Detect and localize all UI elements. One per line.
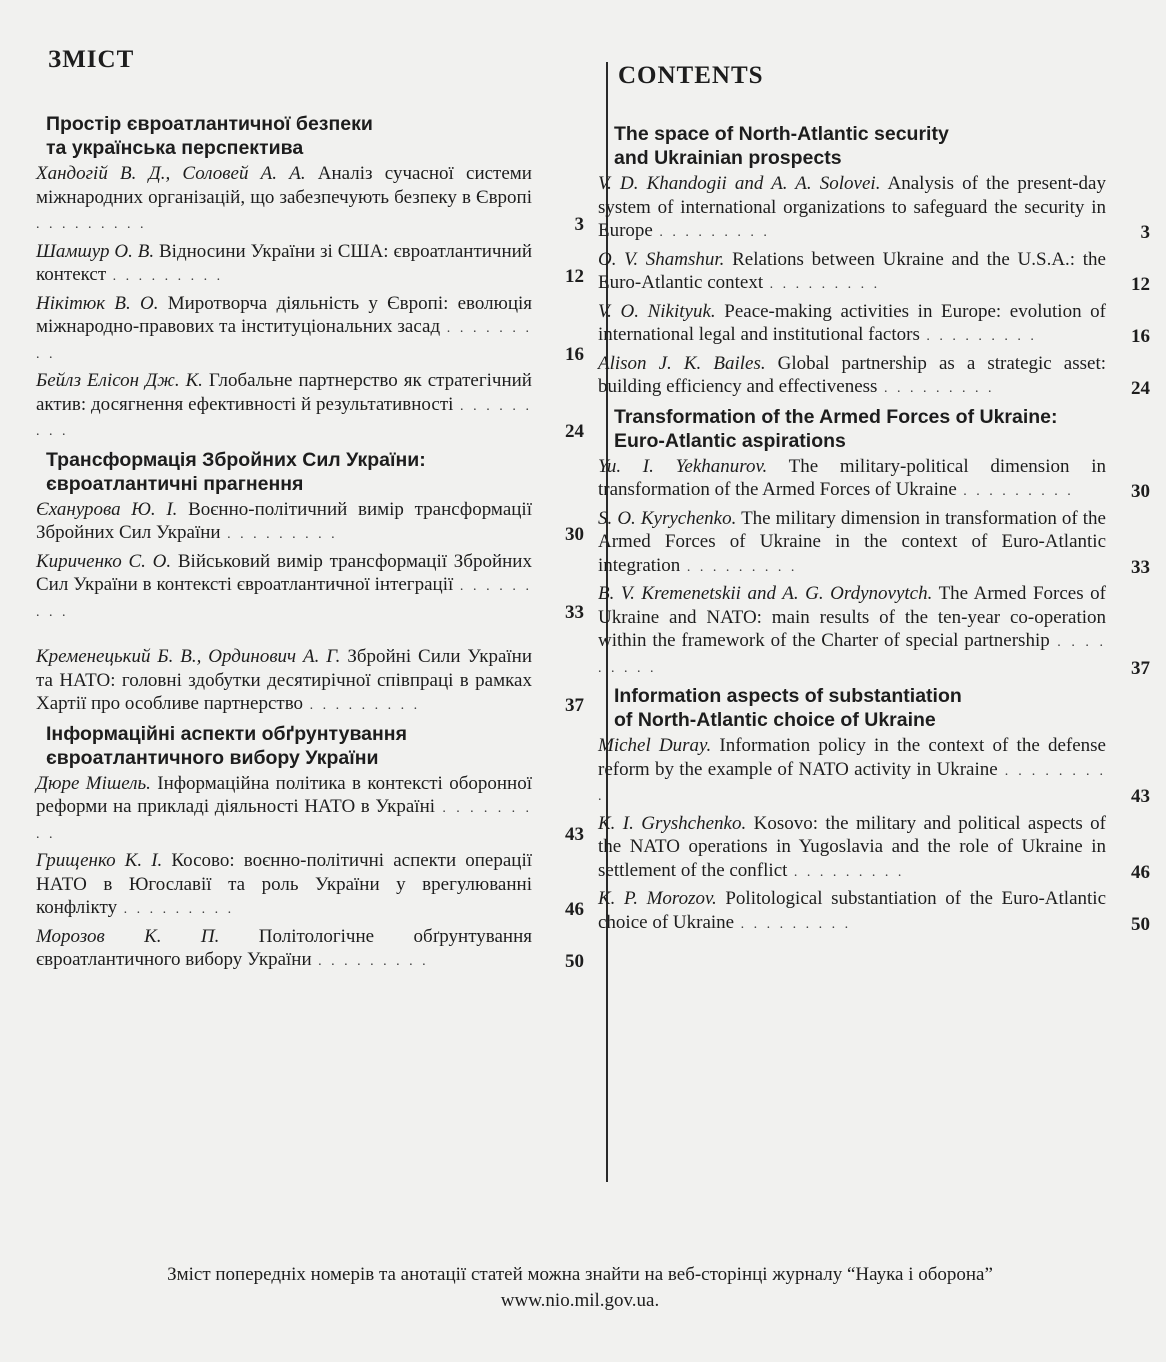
footer-url[interactable]: www.nio.mil.gov.ua. [500, 1290, 660, 1311]
page-number: 37 [1131, 657, 1150, 679]
toc-entry[interactable] [598, 887, 1150, 936]
entry-text [598, 300, 1106, 349]
page-title-english: CONTENTS [618, 62, 764, 89]
entry-authors: Хандогій В. Д., Соловей А. А. [36, 163, 306, 184]
dot-leader: . . . . . . . . . [598, 635, 1107, 676]
entry-title: Analysis of the present-day system of international organizations to safeguard the security in Europe [598, 173, 1106, 241]
entry-text [36, 369, 540, 444]
page-number: 50 [565, 951, 584, 972]
entry-authors: K. I. Gryshchenko. [598, 812, 747, 834]
entry-authors: K. P. Morozov. [598, 888, 717, 909]
footer-text: Зміст попередніх номерів та анотації статей можна знайти на веб-сторінці журналу “Наука і оборона” [167, 1264, 993, 1285]
dot-leader: . . . . . . . . . [220, 527, 338, 542]
toc-entry[interactable] [598, 507, 1150, 580]
entry-authors: Michel Duray. [598, 735, 712, 756]
toc-entry[interactable] [598, 352, 1150, 401]
toc-section [598, 405, 1150, 681]
dot-leader: . . . . . . . . . [680, 559, 798, 575]
page-number: 33 [565, 601, 584, 623]
toc-section [598, 122, 1150, 401]
entry-title: Kosovo: the military and political aspects of the NATO operations in Yugoslavia and the role of Ukraine in settlement of the conflict [598, 812, 1106, 881]
page-number: 33 [1131, 556, 1150, 578]
dot-leader: . . . . . . . . . [36, 801, 532, 842]
page-number: 30 [565, 524, 584, 545]
page-number: 50 [1131, 913, 1150, 935]
entry-authors: Бейлз Елісон Дж. К. [36, 370, 203, 391]
entry-title: The Armed Forces of Ukraine and NATO: main results of the ten-year co-operation within the framework of the Charter of special partnership [598, 583, 1107, 651]
dot-leader: . . . . . . . . . [36, 398, 532, 439]
entry-title: Відносини України зі США: євроатлантичний контекст [36, 240, 532, 285]
entry-text [598, 172, 1106, 245]
page-number: 3 [574, 214, 584, 235]
entry-title: Peace-making activities in Europe: evolution of international legal and institutional factors [598, 300, 1107, 345]
page-number: 43 [565, 823, 584, 845]
page-number: 46 [1131, 861, 1150, 883]
dot-leader: . . . . . . . . . [311, 954, 429, 969]
page-number: 16 [1131, 326, 1150, 347]
entry-text [598, 455, 1106, 504]
page-number: 16 [565, 343, 584, 365]
entry-authors: Морозов К. П. [36, 925, 220, 947]
dot-leader: . . . . . . . . . [106, 269, 224, 284]
toc-section [598, 684, 1150, 936]
toc-entry[interactable] [36, 849, 584, 922]
entry-title: Політологічне обґрунтування євроатлантичного вибору України [36, 925, 532, 970]
entry-authors: Єханурова Ю. І. [36, 498, 178, 520]
entry-authors: S. O. Kyrychenko. [598, 507, 737, 529]
entry-title: Politological substantiation of the Euro-Atlantic choice of Ukraine [598, 888, 1106, 933]
dot-leader: . . . . . . . . . [734, 916, 852, 932]
entry-text [598, 887, 1106, 936]
entry-title: Косово: воєнно-політичні аспекти операції НАТО в Югославії та роль України у врегулюванні конфлікту [36, 850, 532, 918]
entry-text [36, 162, 540, 237]
entry-text [598, 248, 1106, 297]
entry-title: The military dimension in transformation of the Armed Forces of Ukraine in the context of Euro-Atlantic integration [598, 507, 1106, 576]
entry-authors: B. V. Kremenetskii and A. G. Ordynovytch. [598, 583, 933, 604]
dot-leader: . . . . . . . . . [877, 381, 995, 396]
footer-note [60, 1262, 1100, 1314]
entry-authors: Дюре Мішель. [36, 772, 151, 794]
entry-authors: Нікітюк В. О. [36, 292, 159, 314]
section-title: Transformation of the Armed Forces of Ukraine: Euro-Atlantic aspirations [614, 405, 1058, 452]
toc-sections-ukrainian [36, 112, 584, 978]
toc-entry[interactable] [598, 455, 1150, 504]
entry-title: Миротворча діяльність у Європі: еволюція міжнародно-правових та інституціональних засад [36, 292, 533, 337]
entry-text [598, 507, 1106, 580]
dot-leader: . . . . . . . . . [36, 321, 532, 362]
page-number: 37 [565, 695, 584, 716]
toc-entry[interactable] [598, 248, 1150, 297]
toc-section [36, 722, 584, 974]
entry-text [36, 925, 540, 974]
toc-entry[interactable] [36, 292, 584, 367]
page-number: 24 [565, 421, 584, 442]
toc-entry[interactable] [36, 645, 584, 718]
section-title: The space of North-Atlantic security and Ukrainian prospects [614, 123, 949, 169]
entry-title: Аналіз сучасної системи міжнародних організацій, що забезпечують безпеку в Європі [36, 163, 532, 208]
toc-entry[interactable] [36, 498, 584, 547]
entry-text [36, 498, 540, 547]
entry-authors: V. O. Nikityuk. [598, 300, 716, 322]
spacer [36, 627, 584, 645]
entry-text [36, 849, 540, 922]
dot-leader: . . . . . . . . . [598, 763, 1106, 804]
entry-authors: Грищенко К. І. [36, 850, 163, 871]
dot-leader: . . . . . . . . . [652, 225, 770, 240]
entry-text [36, 240, 540, 289]
page-number: 30 [1131, 481, 1150, 502]
dot-leader: . . . . . . . . . [36, 579, 533, 620]
toc-entry[interactable] [598, 582, 1150, 680]
section-title: Простір євроатлантичної безпеки та українська перспектива [46, 113, 373, 159]
dot-leader: . . . . . . . . . [303, 698, 421, 713]
toc-section [36, 448, 584, 718]
entry-text [598, 582, 1106, 680]
entry-text [36, 772, 540, 847]
entry-title: Військовий вимір трансформації Збройних Сил України в контексті євроатлантичної інтеграції [36, 550, 532, 595]
entry-authors: O. V. Shamshur. [598, 248, 725, 270]
page-number: 12 [1131, 274, 1150, 295]
entry-title: Relations between Ukraine and the U.S.A.: the Euro-Atlantic context [598, 248, 1106, 293]
page-number: 43 [1131, 786, 1150, 807]
toc-entry[interactable] [36, 772, 584, 847]
dot-leader: . . . . . . . . . [956, 484, 1074, 499]
entry-title: Збройні Сили України та НАТО: головні здобутки десятирічної співпраці в рамках Хартії про особливе партнерство [36, 646, 532, 714]
page-number: 46 [565, 899, 584, 920]
dot-leader: . . . . . . . . . [919, 329, 1037, 344]
entry-title: The military-political dimension in transformation of the Armed Forces of Ukraine [598, 455, 1106, 500]
entry-text [36, 292, 540, 367]
toc-entry[interactable] [598, 300, 1150, 349]
section-title: Information aspects of substantiation of North-Atlantic choice of Ukraine [614, 685, 962, 731]
entry-authors: V. D. Khandogii and A. A. Solovei. [598, 173, 881, 194]
toc-entry[interactable] [36, 925, 584, 974]
toc-entry[interactable] [36, 162, 584, 237]
entry-title: Information policy in the context of the defense reform by the example of NATO activity in Ukraine [598, 735, 1106, 780]
dot-leader: . . . . . . . . . [117, 902, 235, 917]
entry-title: Інформаційна політика в контексті оборонної реформи на прикладі діяльності НАТО в Україні [36, 772, 532, 817]
dot-leader: . . . . . . . . . [763, 277, 881, 292]
dot-leader: . . . . . . . . . [36, 217, 147, 232]
toc-entry[interactable] [36, 240, 584, 289]
toc-entry[interactable] [36, 369, 584, 444]
entry-text [36, 645, 540, 718]
entry-title: Глобальне партнерство як стратегічний актив: досягнення ефективності й результативності [36, 370, 532, 415]
entry-text [598, 812, 1106, 885]
entry-authors: Кременецький Б. В., Ординович А. Г. [36, 646, 341, 667]
page-number: 12 [565, 266, 584, 287]
entry-text [36, 550, 540, 625]
entry-text [598, 734, 1106, 809]
dot-leader: . . . . . . . . . [787, 864, 905, 880]
toc-entry[interactable] [36, 550, 584, 625]
toc-section [36, 112, 584, 444]
page-title-ukrainian: ЗМІСТ [48, 46, 135, 73]
entry-authors: Кириченко С. О. [36, 550, 172, 572]
entry-text [598, 352, 1106, 401]
entry-authors: Alison J. K. Bailes. [598, 352, 766, 374]
toc-entry[interactable] [598, 812, 1150, 885]
section-title: Трансформація Збройних Сил України: євроатлантичні прагнення [46, 448, 426, 495]
section-title: Інформаційні аспекти обґрунтування євроатлантичного вибору України [46, 722, 407, 769]
toc-entry[interactable] [598, 172, 1150, 245]
entry-title: Воєнно-політичний вимір трансформації Збройних Сил України [36, 498, 532, 543]
entry-title: Global partnership as a strategic asset: building efficiency and effectiveness [598, 352, 1107, 397]
page-number: 3 [1140, 222, 1150, 243]
entry-authors: Yu. I. Yekhanurov. [598, 455, 768, 477]
entry-authors: Шамшур О. В. [36, 240, 155, 262]
toc-entry[interactable] [598, 734, 1150, 809]
toc-sections-english [598, 122, 1150, 940]
page-number: 24 [1131, 378, 1150, 399]
